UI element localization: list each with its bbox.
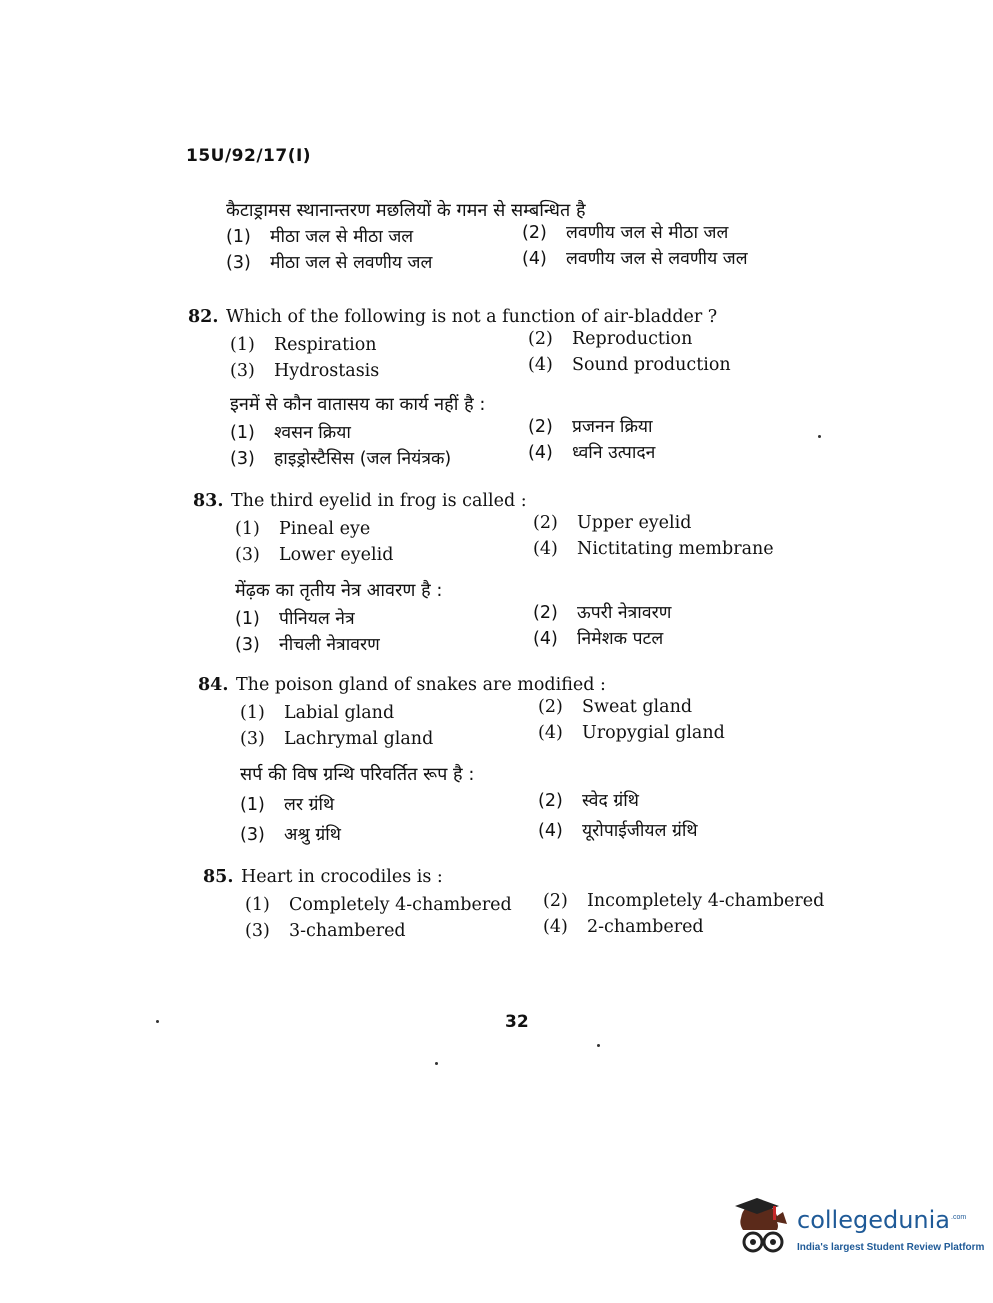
mascot-icon — [733, 1196, 795, 1260]
page-number: 32 — [505, 1012, 529, 1032]
q83-hindi-question: मेंढ़क का तृतीय नेत्र आवरण है : — [235, 580, 443, 601]
question-84 — [198, 672, 838, 848]
q84-hindi-option-4: (4) यूरोपाईजीयल ग्रंथि — [538, 821, 698, 841]
question-82-options — [230, 330, 870, 384]
scan-speck — [818, 435, 821, 438]
scan-speck — [156, 1020, 159, 1023]
q83-hindi-option-4: (4) निमेशक पटल — [533, 629, 664, 649]
question-83-text: 83. The third eyelid in frog is called : — [193, 491, 527, 511]
question-83-options — [235, 514, 875, 568]
q85-option-1: (1) Completely 4-chambered — [245, 895, 512, 915]
q85-option-4: (4) 2-chambered — [543, 917, 704, 937]
logo-tagline: India's largest Student Review Platform — [797, 1242, 985, 1253]
q84-hindi-option-2: (2) स्वेद ग्रंथि — [538, 791, 639, 811]
q82-hindi-question: इनमें से कौन वातासय का कार्य नहीं है : — [230, 394, 486, 415]
q83-hindi-options — [235, 604, 875, 658]
q83-option-3: (3) Lower eyelid — [235, 545, 394, 565]
q81-hindi-option-4: (4) लवणीय जल से लवणीय जल — [522, 249, 748, 269]
question-85 — [203, 864, 843, 944]
collegedunia-logo — [733, 1196, 985, 1260]
q84-hindi-option-1: (1) लर ग्रंथि — [240, 795, 335, 815]
q82-hindi-option-2: (2) प्रजनन क्रिया — [528, 417, 653, 437]
paper-code: 15U/92/17(I) — [186, 146, 312, 166]
q83-option-1: (1) Pineal eye — [235, 519, 371, 539]
q82-option-3: (3) Hydrostasis — [230, 361, 380, 381]
q84-option-4: (4) Uropygial gland — [538, 723, 725, 743]
q84-option-2: (2) Sweat gland — [538, 697, 693, 717]
q84-hindi-question: सर्प की विष ग्रन्थि परिवर्तित रूप है : — [240, 764, 475, 785]
q84-option-3: (3) Lachrymal gland — [240, 729, 434, 749]
q81-hindi-block — [226, 198, 826, 278]
q82-option-2: (2) Reproduction — [528, 329, 693, 349]
question-85-text: 85. Heart in crocodiles is : — [203, 867, 443, 887]
q81-hindi-option-3: (3) मीठा जल से लवणीय जल — [226, 253, 433, 273]
q83-hindi-option-1: (1) पीनियल नेत्र — [235, 609, 355, 629]
q84-hindi-option-3: (3) अश्रु ग्रंथि — [240, 825, 341, 845]
q82-hindi-option-3: (3) हाइड्रोस्टैसिस (जल नियंत्रक) — [230, 449, 452, 469]
question-84-text: 84. The poison gland of snakes are modified : — [198, 675, 606, 695]
q83-option-4: (4) Nictitating membrane — [533, 539, 774, 559]
q83-option-2: (2) Upper eyelid — [533, 513, 692, 533]
q82-option-4: (4) Sound production — [528, 355, 731, 375]
q84-option-1: (1) Labial gland — [240, 703, 395, 723]
logo-suffix: .com — [951, 1214, 967, 1221]
q82-hindi-option-4: (4) ध्वनि उत्पादन — [528, 443, 656, 463]
q82-hindi-options — [230, 418, 870, 472]
q81-hindi-option-2: (2) लवणीय जल से मीठा जल — [522, 223, 729, 243]
q85-option-2: (2) Incompletely 4-chambered — [543, 891, 825, 911]
question-82-text: 82. Which of the following is not a function of air-bladder ? — [188, 307, 718, 327]
logo-brand-text: collegedunia — [797, 1206, 951, 1234]
q81-hindi-question: कैटाड्रामस स्थानान्तरण मछलियों के गमन से सम्बन्धित है — [226, 200, 586, 221]
q81-hindi-option-1: (1) मीठा जल से मीठा जल — [226, 227, 414, 247]
question-84-options — [240, 698, 880, 752]
scan-speck — [435, 1062, 438, 1065]
question-83 — [193, 488, 833, 658]
q81-hindi-options — [226, 224, 826, 278]
q83-hindi-option-2: (2) ऊपरी नेत्रावरण — [533, 603, 672, 623]
q83-hindi-option-3: (3) नीचली नेत्रावरण — [235, 635, 380, 655]
scan-speck — [597, 1044, 600, 1047]
q84-hindi-options — [240, 788, 880, 848]
q82-option-1: (1) Respiration — [230, 335, 377, 355]
question-85-options — [245, 890, 885, 944]
question-82 — [188, 304, 828, 472]
q82-hindi-option-1: (1) श्वसन क्रिया — [230, 423, 351, 443]
q85-option-3: (3) 3-chambered — [245, 921, 406, 941]
